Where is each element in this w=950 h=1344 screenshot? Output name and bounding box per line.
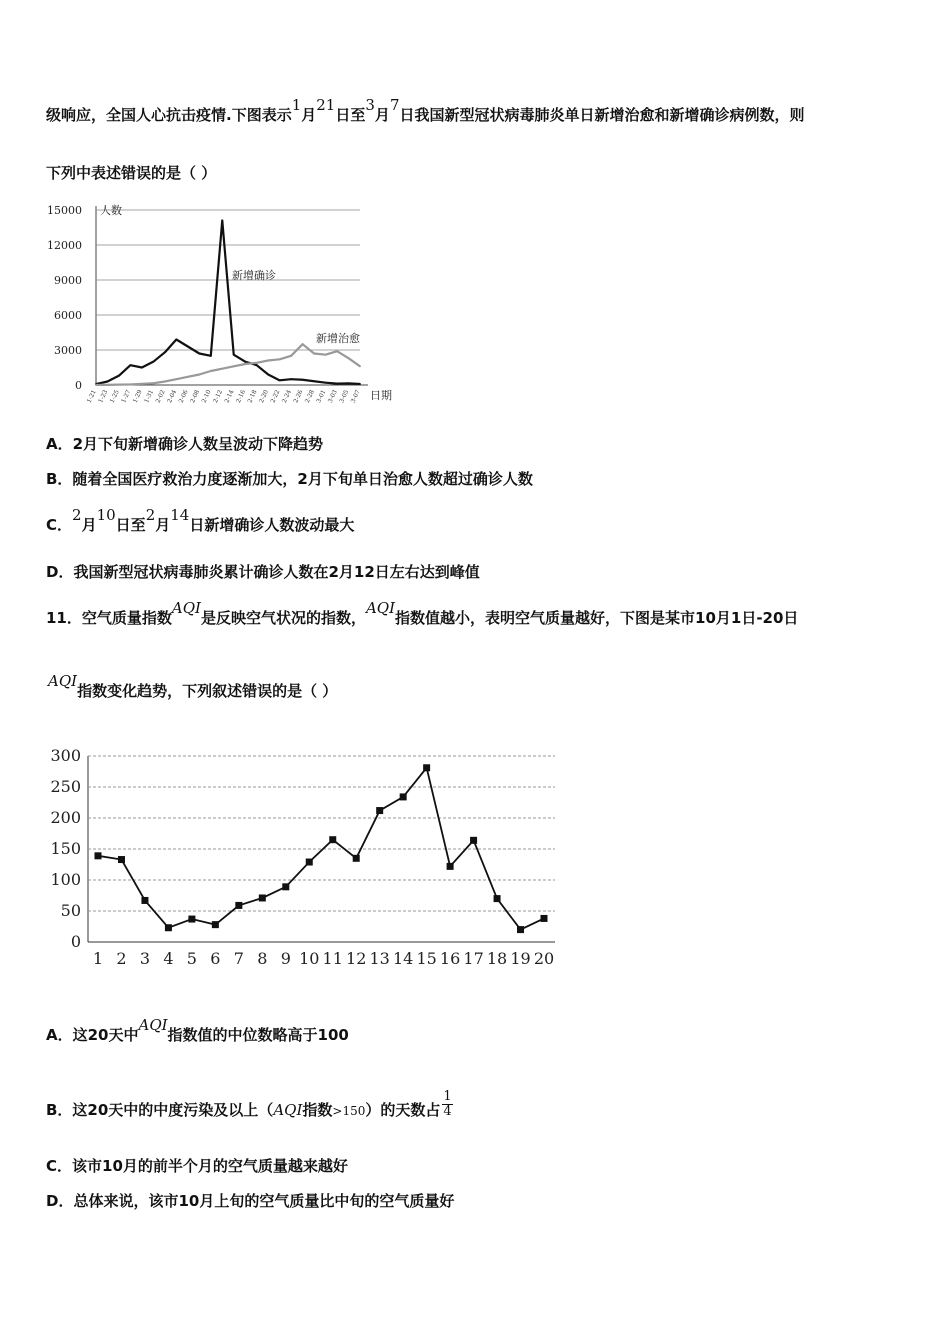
x-tick-label: 19 (510, 949, 531, 968)
q10-text: 月 (374, 106, 390, 124)
y-tick-label: 0 (70, 932, 81, 951)
data-point (279, 358, 281, 360)
data-point (267, 360, 269, 362)
q10-text: 月 (301, 106, 317, 124)
y-tick-label: 3000 (54, 344, 82, 357)
q10-stem-text-a: 级响应，全国人心抗击疫情.下图表示 (46, 106, 292, 124)
aqi-point (95, 852, 102, 859)
data-point (348, 382, 350, 384)
x-tick-label: 2-16 (234, 388, 248, 405)
c-month-start: 2 (72, 506, 82, 524)
data-point (152, 361, 154, 363)
c-text: 日至 (115, 516, 146, 534)
aqi-point (329, 836, 336, 843)
data-point (267, 374, 269, 376)
x-tick-label: 1-31 (143, 388, 156, 405)
q10-text: 日至 (335, 106, 366, 124)
series-label: 新增治愈 (316, 332, 360, 345)
x-tick-label: 2-24 (280, 388, 293, 405)
x-tick-label: 1-29 (131, 388, 144, 405)
q11b-text: 指数 (302, 1101, 333, 1119)
x-tick-label: 2-14 (223, 388, 236, 405)
aqi-chart (50, 742, 570, 972)
aqi-point (423, 764, 430, 771)
c-text: 月 (155, 516, 171, 534)
x-tick-label: 1-27 (120, 388, 133, 405)
q10-month-start: 1 (291, 96, 302, 114)
x-tick-label: 2-18 (246, 388, 259, 405)
data-point (198, 374, 200, 376)
q11b-text: B．这20天中的中度污染及以上（ (46, 1101, 274, 1119)
x-tick-label: 16 (439, 949, 461, 968)
data-point (187, 346, 189, 348)
aqi-symbol: AQI (48, 672, 78, 690)
x-axis-label: 日期 (370, 389, 392, 402)
aqi-point (447, 863, 454, 870)
data-point (290, 378, 292, 380)
data-point (256, 364, 258, 366)
c-day-start: 10 (96, 506, 116, 524)
y-tick-label: 150 (50, 839, 81, 858)
y-tick-label: 15000 (47, 204, 82, 217)
q11a-text: A．这20天中 (46, 1026, 139, 1044)
x-tick-label: 2-26 (292, 388, 305, 405)
y-tick-label: 6000 (54, 309, 82, 322)
data-point (152, 382, 154, 384)
aqi-point (494, 895, 501, 902)
q10-month-end: 3 (365, 96, 375, 114)
x-tick-label: 11 (322, 949, 343, 968)
q11-text: 指数变化趋势，下列叙述错误的是（ ） (77, 682, 338, 700)
aqi-point (235, 902, 242, 909)
aqi-point (118, 856, 125, 863)
c-text: 月 (81, 516, 97, 534)
fraction-numerator: 1 (443, 1089, 452, 1104)
aqi-point (212, 921, 219, 928)
q10-stem-line1 (46, 96, 805, 125)
data-point (244, 361, 246, 363)
x-tick-label: 3-03 (326, 388, 339, 405)
x-tick-label: 20 (533, 949, 555, 968)
data-point (198, 353, 200, 355)
x-tick-label: 2-06 (177, 388, 190, 405)
data-point (244, 363, 246, 365)
fraction-one-quarter (442, 1090, 452, 1119)
x-tick-label: 6 (210, 949, 221, 968)
x-tick-label: 3-07 (349, 388, 362, 405)
y-axis-label: 人数 (100, 204, 122, 217)
data-point (175, 339, 177, 341)
x-tick-label: 2-02 (154, 388, 167, 405)
x-tick-label: 2-20 (257, 388, 270, 405)
x-tick-label: 9 (280, 949, 291, 968)
x-tick-label: 2-10 (200, 388, 213, 405)
data-point (141, 367, 143, 369)
aqi-point (165, 924, 172, 931)
x-tick-label: 3-01 (315, 388, 328, 405)
data-point (233, 354, 235, 356)
data-point (313, 353, 315, 355)
aqi-symbol: AQI (273, 1101, 303, 1119)
aqi-point (541, 915, 548, 922)
aqi-point (376, 807, 383, 814)
q11-text: 11．空气质量指数 (46, 609, 172, 627)
x-tick-label: 10 (299, 949, 320, 968)
data-point (164, 381, 166, 383)
data-point (141, 383, 143, 385)
x-tick-label: 2-04 (166, 388, 179, 405)
data-point (221, 368, 223, 370)
data-point (107, 381, 109, 383)
data-point (130, 364, 132, 366)
y-tick-label: 0 (75, 379, 82, 392)
x-tick-label: 3-05 (338, 388, 351, 405)
c-text: 日新增确诊人数波动最大 (189, 516, 355, 534)
q11a-text: 指数值的中位数略高于100 (167, 1026, 349, 1044)
y-tick-label: 12000 (47, 239, 82, 252)
aqi-point (306, 859, 313, 866)
data-point (256, 362, 258, 364)
option-letter: C． (46, 516, 73, 534)
y-tick-label: 300 (50, 746, 81, 765)
data-point (302, 379, 304, 381)
q10-option-c[interactable] (46, 506, 355, 535)
data-point (118, 375, 120, 377)
x-tick-label: 2-22 (269, 388, 282, 405)
q10-day-start: 21 (316, 96, 336, 114)
q11b-text: ）的天数占 (365, 1101, 441, 1119)
data-point (359, 365, 361, 367)
aqi-point (400, 793, 407, 800)
aqi-point (188, 916, 195, 923)
x-tick-label: 1-25 (108, 388, 121, 405)
q10-stem-line2: 下列中表述错误的是（ ） (46, 164, 217, 182)
data-point (336, 383, 338, 385)
data-point (233, 365, 235, 367)
x-tick-label: 14 (392, 949, 414, 968)
data-point (95, 384, 97, 386)
x-tick-label: 2 (116, 949, 127, 968)
y-tick-label: 9000 (54, 274, 82, 287)
q11-option-c[interactable]: C．该市10月的前半个月的空气质量越来越好 (46, 1157, 348, 1175)
data-point (210, 355, 212, 357)
x-tick-label: 2-12 (212, 388, 225, 405)
x-tick-label: 13 (369, 949, 390, 968)
data-point (118, 384, 120, 386)
q11b-condition: >150 (332, 1104, 366, 1118)
q11-text: 是反映空气状况的指数， (200, 609, 366, 627)
x-tick-label: 2-28 (303, 388, 316, 405)
x-tick-label: 15 (416, 949, 437, 968)
x-tick-label: 18 (486, 949, 508, 968)
x-tick-label: 4 (163, 949, 174, 968)
data-point (107, 384, 109, 386)
aqi-point (141, 897, 148, 904)
data-point (348, 357, 350, 359)
data-point (279, 379, 281, 381)
y-tick-label: 250 (50, 777, 81, 796)
series-label: 新增确诊 (232, 269, 276, 282)
x-tick-label: 2-08 (189, 388, 202, 405)
y-tick-label: 100 (50, 870, 81, 889)
aqi-point (282, 883, 289, 890)
x-tick-label: 1-21 (85, 388, 98, 405)
aqi-point (517, 926, 524, 933)
q10-day-end: 7 (389, 96, 400, 114)
data-point (175, 378, 177, 380)
covid-chart (40, 198, 400, 413)
aqi-symbol: AQI (171, 599, 201, 617)
data-point (187, 376, 189, 378)
y-tick-label: 200 (50, 808, 81, 827)
y-tick-label: 50 (60, 901, 81, 920)
aqi-symbol: AQI (138, 1016, 168, 1034)
q10-option-d[interactable]: D．我国新型冠状病毒肺炎累计确诊人数在2月12日左右达到峰值 (46, 563, 480, 581)
data-point (302, 343, 304, 345)
fraction-denominator: 4 (443, 1104, 452, 1119)
x-tick-label: 7 (233, 949, 244, 968)
q10-option-a[interactable]: A．2月下旬新增确诊人数呈波动下降趋势 (46, 435, 324, 453)
x-tick-label: 5 (186, 949, 197, 968)
x-tick-label: 1-23 (97, 388, 110, 405)
data-point (359, 383, 361, 385)
q11-stem-line1 (46, 599, 799, 628)
aqi-point (353, 855, 360, 862)
data-point (336, 350, 338, 352)
data-point (290, 355, 292, 357)
aqi-point (470, 837, 477, 844)
x-tick-label: 8 (257, 949, 268, 968)
data-point (313, 380, 315, 382)
q11-stem-line2 (48, 672, 338, 701)
aqi-point (259, 894, 266, 901)
x-tick-label: 17 (463, 949, 484, 968)
q11-option-b[interactable] (46, 1089, 453, 1125)
q11-option-a[interactable] (46, 1016, 349, 1045)
x-tick-label: 12 (346, 949, 367, 968)
data-point (325, 354, 327, 356)
x-tick-label: 1 (92, 949, 104, 968)
aqi-symbol: AQI (365, 599, 396, 617)
data-point (130, 384, 132, 386)
q10-stem-text-b: 日我国新型冠状病毒肺炎单日新增治愈和新增确诊病例数，则 (399, 106, 805, 124)
x-tick-label: 3 (139, 949, 151, 968)
q11-option-d[interactable]: D．总体来说，该市10月上旬的空气质量比中旬的空气质量好 (46, 1192, 455, 1210)
c-month-end: 2 (145, 506, 156, 524)
q10-option-b[interactable]: B．随着全国医疗救治力度逐渐加大，2月下旬单日治愈人数超过确诊人数 (46, 470, 533, 488)
data-point (164, 351, 166, 353)
c-day-end: 14 (170, 506, 190, 524)
data-point (210, 370, 212, 372)
data-point (221, 220, 223, 222)
q11-text: 指数值越小，表明空气质量越好，下图是某市10月1日-20日 (395, 609, 799, 627)
data-point (325, 382, 327, 384)
